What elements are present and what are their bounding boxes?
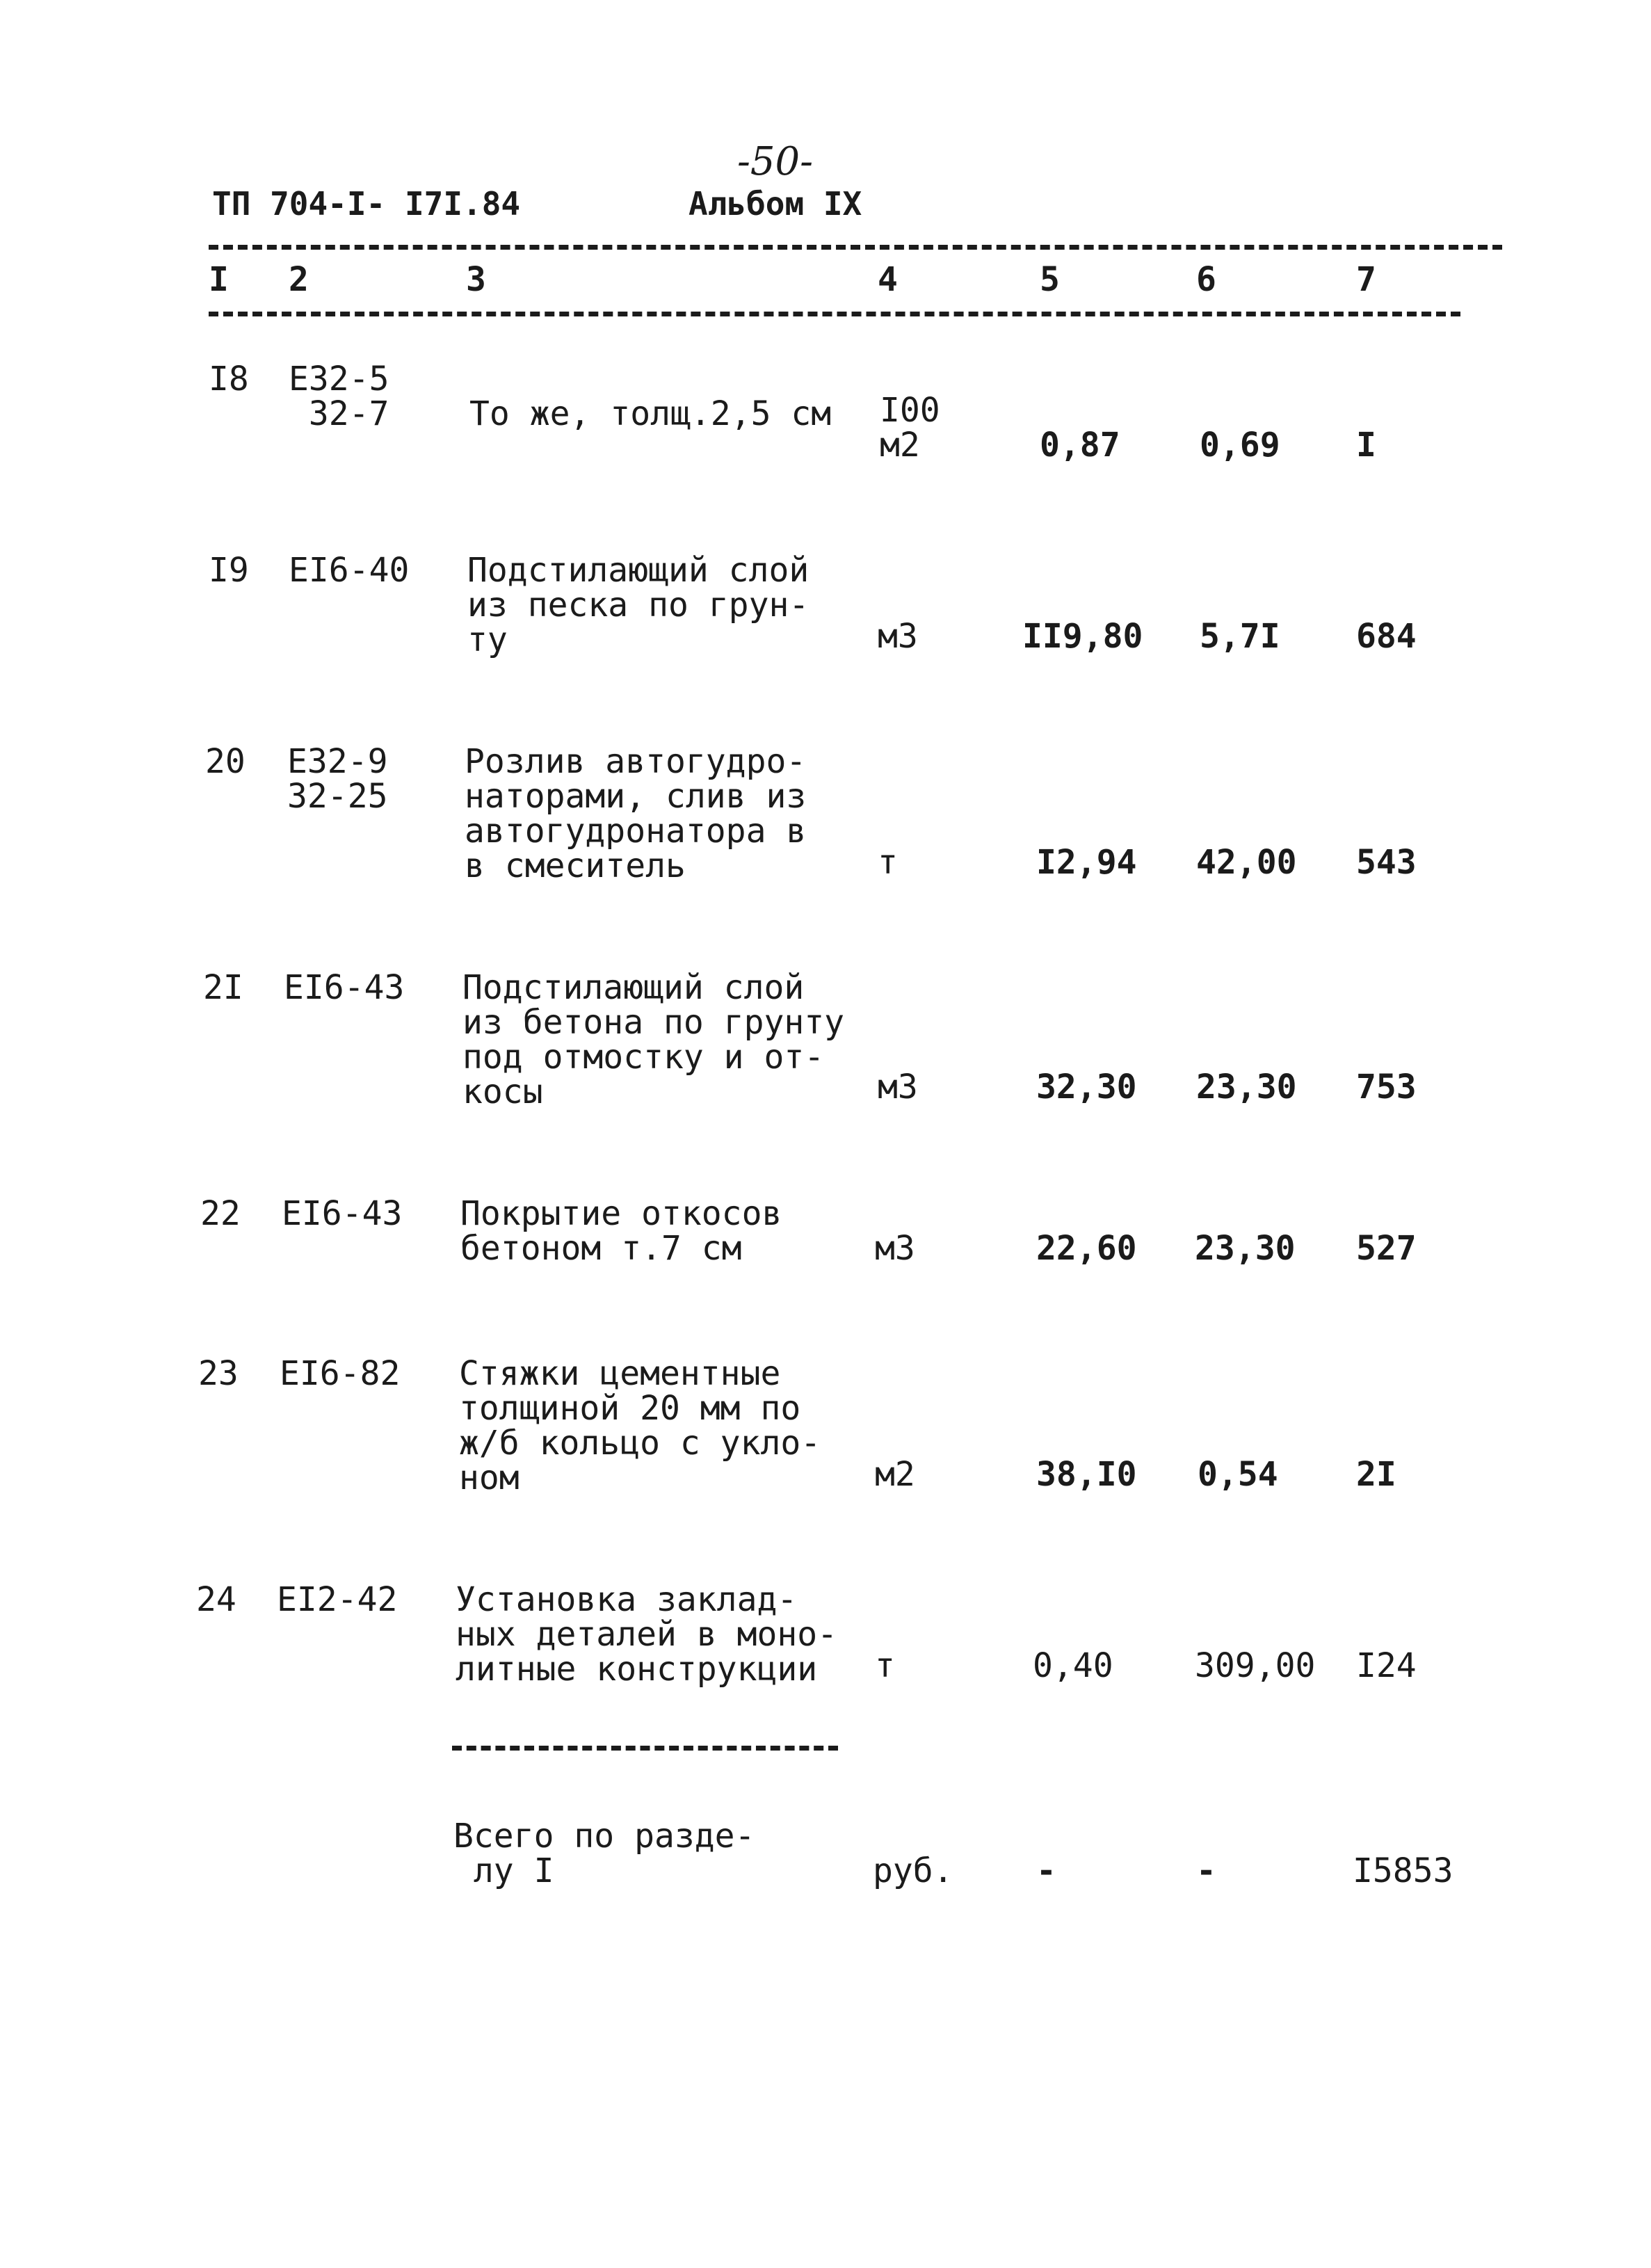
row-quantity: II9,80 [1022,617,1143,656]
row-unit: м3 [875,1229,915,1268]
row-total: 753 [1356,1068,1417,1107]
row-total: 684 [1356,617,1417,656]
row-total: 527 [1356,1229,1417,1268]
document-code: ТП 704-I- I7I.84 [212,185,521,223]
total-value: I5853 [1353,1851,1453,1890]
row-number: 22 [200,1194,241,1233]
row-code: ЕI6-40 [289,551,410,590]
row-number: I9 [209,551,249,590]
column-header-3: 3 [466,260,486,299]
total-separator [452,1746,838,1751]
row-quantity: 0,40 [1033,1646,1113,1685]
total-qty-placeholder: - [1036,1851,1056,1890]
row-description: Стяжки цементные толщиной 20 мм по ж/б кольцо с укло- ном [459,1354,821,1497]
row-description: То же, толщ.2,5 см [469,394,832,433]
header-rule-top [209,245,1502,250]
column-header-5: 5 [1040,260,1060,299]
row-unit: м3 [878,617,918,656]
row-number: 20 [205,742,245,781]
row-unit: I00 м2 [880,391,940,465]
row-price: 42,00 [1196,843,1297,882]
row-code: Е32-5 32-7 [289,360,389,433]
row-total: 543 [1356,843,1417,882]
row-total: I24 [1356,1646,1417,1685]
total-price-placeholder: - [1196,1851,1216,1890]
row-description: Подстилающий слой из песка по грун- ту [467,551,810,659]
row-code: ЕI6-43 [282,1194,403,1233]
row-description: Покрытие откосов бетоном т.7 см [460,1194,782,1268]
total-label: Всего по разде- лу I [453,1817,755,1890]
row-total: I [1356,426,1376,465]
row-description: Розлив автогудро- наторами, слив из автогудронатора в в смеситель [465,742,807,885]
row-description: Подстилающий слой из бетона по грунту под отмостку и от- косы [462,968,845,1111]
row-code: Е32-9 32-25 [287,742,388,816]
row-price: 309,00 [1195,1646,1316,1685]
row-number: I8 [209,360,249,399]
header-rule-bottom [209,312,1460,316]
row-number: 24 [196,1580,236,1619]
row-number: 23 [198,1354,239,1393]
row-unit: м3 [878,1068,918,1107]
column-header-7: 7 [1356,260,1376,299]
row-unit: м2 [875,1455,915,1494]
row-quantity: 22,60 [1036,1229,1137,1268]
column-header-6: 6 [1196,260,1216,299]
total-unit: руб. [873,1851,953,1890]
row-price: 23,30 [1196,1068,1297,1107]
row-code: ЕI6-43 [284,968,405,1007]
row-code: ЕI6-82 [280,1354,401,1393]
album-label: Альбом IX [688,185,862,223]
row-quantity: 0,87 [1040,426,1120,465]
row-quantity: 38,I0 [1036,1455,1137,1494]
row-quantity: I2,94 [1036,843,1137,882]
row-price: 5,7I [1200,617,1280,656]
column-header-1: I [209,260,229,299]
row-total: 2I [1356,1455,1396,1494]
row-description: Установка заклад- ных деталей в моно- литные конструкции [456,1580,838,1689]
column-header-4: 4 [878,260,898,299]
page-number: -50- [737,139,814,184]
column-header-2: 2 [289,260,309,299]
row-number: 2I [203,968,243,1007]
row-price: 0,54 [1198,1455,1278,1494]
row-unit: т [875,1646,895,1685]
row-price: 0,69 [1200,426,1280,465]
row-quantity: 32,30 [1036,1068,1137,1107]
row-unit: т [878,843,898,882]
row-price: 23,30 [1195,1229,1296,1268]
row-code: ЕI2-42 [277,1580,398,1619]
